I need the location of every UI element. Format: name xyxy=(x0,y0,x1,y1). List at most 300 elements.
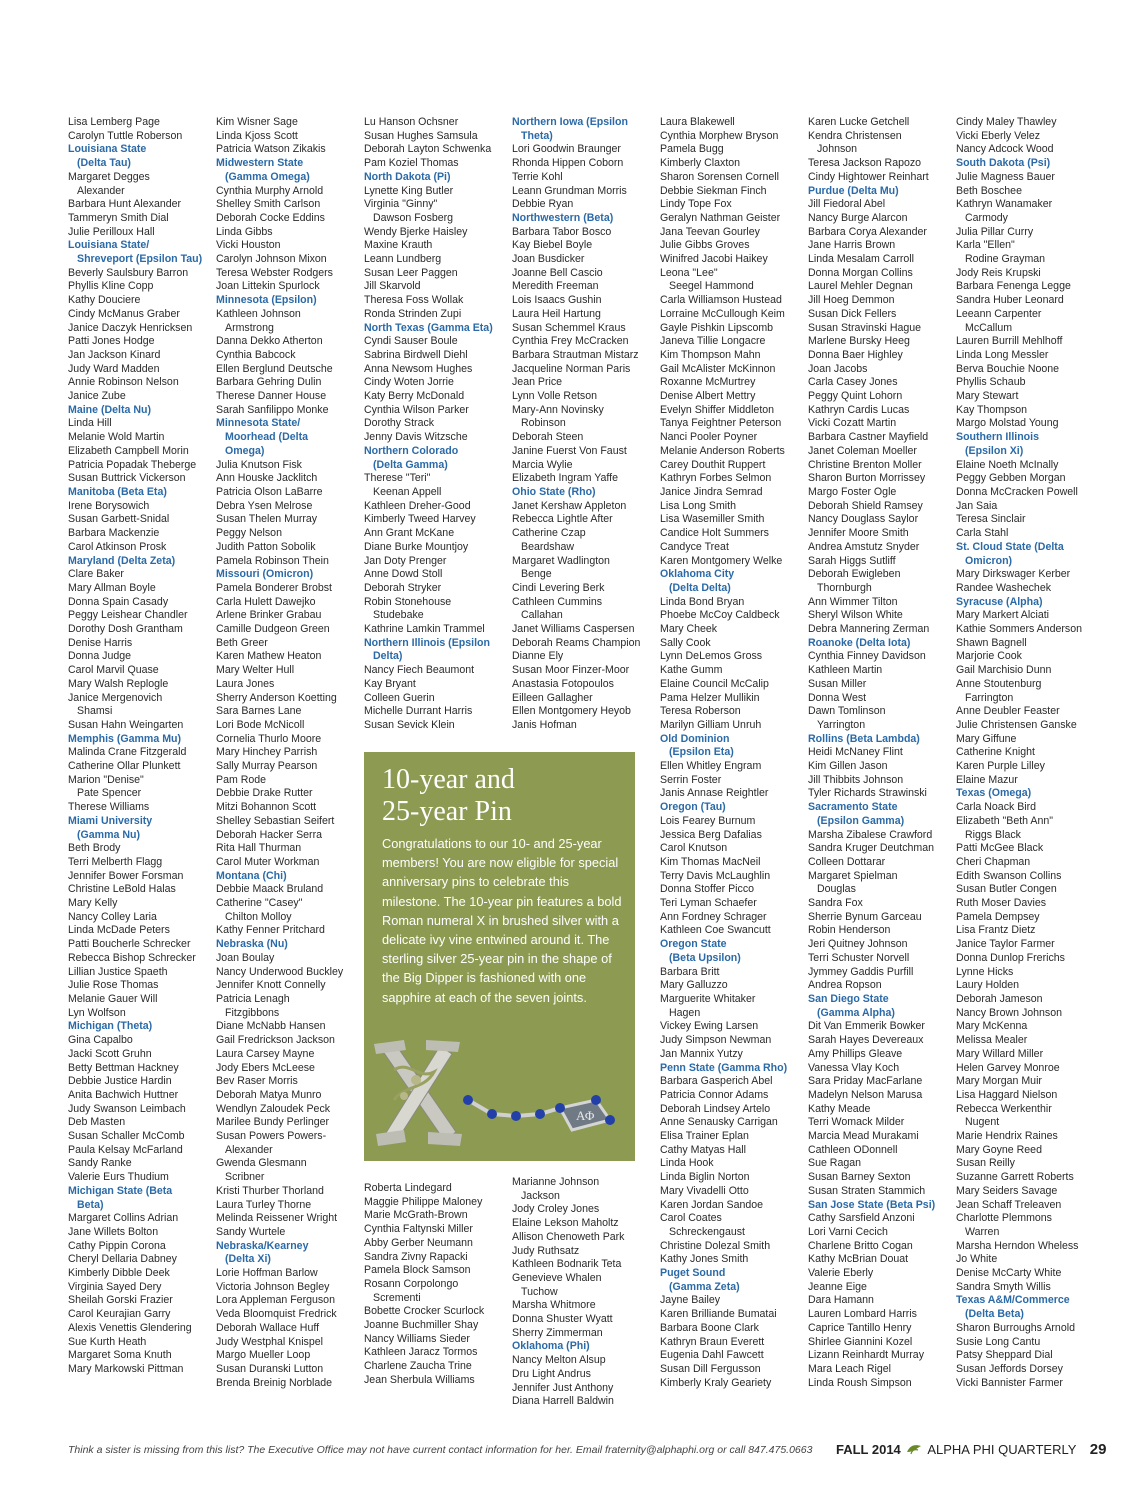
chapter-heading: San Jose State (Beta Psi) xyxy=(808,1198,936,1211)
member-name: Lynette King Butler xyxy=(364,184,454,197)
member-name: Ann Houske Jacklitch xyxy=(216,472,318,485)
member-name: Melissa Mealer xyxy=(956,1034,1028,1047)
member-name: Maxine Krauth xyxy=(364,239,433,252)
member-name: Cornelia Thurlo Moore xyxy=(216,732,322,745)
member-name: Serrin Foster xyxy=(660,773,722,786)
member-name: Janis Hofman xyxy=(512,718,577,731)
chapter-heading: (Epsilon Eta) xyxy=(669,746,734,759)
member-name: Sandra Smyth Willis xyxy=(956,1280,1051,1293)
member-name: Rodine Grayman xyxy=(965,253,1046,266)
member-name: Jeri Quitney Johnson xyxy=(808,938,908,951)
member-name: Cathy Sarsfield Anzoni xyxy=(808,1212,915,1225)
member-name: Gina Capalbo xyxy=(68,1034,133,1047)
member-name: Sharon Sorensen Cornell xyxy=(660,170,779,183)
member-name: Jennifer Just Anthony xyxy=(512,1381,614,1394)
member-name: Malinda Crane Fitzgerald xyxy=(68,746,187,759)
member-name: Janine Fuerst Von Faust xyxy=(512,444,627,457)
member-name: Rosann Corpolongo xyxy=(364,1277,459,1290)
member-name: Rita Hall Thurman xyxy=(216,842,302,855)
member-name: Margaret Spielman xyxy=(808,869,898,882)
member-name: Kathryn Cardis Lucas xyxy=(808,403,910,416)
chapter-heading: Minnesota State/ xyxy=(216,417,301,430)
member-name: Marion "Denise" xyxy=(68,773,144,786)
member-name: Colleen Dottarar xyxy=(808,855,886,868)
member-name: Debra Ysen Melrose xyxy=(216,499,313,512)
member-name: Johnson xyxy=(817,143,858,156)
member-name: Dawson Fosberg xyxy=(373,211,454,224)
member-name: Andrea Amstutz Snyder xyxy=(808,540,920,553)
member-name: Margo Molstad Young xyxy=(956,417,1059,430)
member-name: Dorothy Dosh Grantham xyxy=(68,623,183,636)
member-name: Barbara Castner Mayfield xyxy=(808,431,929,444)
member-name: Susan Dill Fergusson xyxy=(660,1362,761,1375)
member-name: Janis Annase Reightler xyxy=(660,787,769,800)
member-name: Dorothy Strack xyxy=(364,417,435,430)
member-name: Jennifer Knott Connelly xyxy=(216,979,326,992)
member-name: Elaine Council McCalip xyxy=(660,677,769,690)
member-name: Kathy McBrian Douat xyxy=(808,1253,909,1266)
member-name: Catherine Knight xyxy=(956,746,1035,759)
member-name: Sandra Zivny Rapacki xyxy=(364,1250,468,1263)
member-name: Brenda Breinig Norblade xyxy=(216,1376,333,1389)
member-name: Clare Baker xyxy=(68,568,124,581)
member-name: Lauren Burrill Mehlhoff xyxy=(956,335,1063,348)
chapter-heading: (Gamma Omega) xyxy=(225,170,310,183)
member-name: Karen Purple Lilley xyxy=(956,760,1045,773)
member-name: Susan Duranski Lutton xyxy=(216,1362,324,1375)
member-name: Cynthia Wilson Parker xyxy=(364,403,469,416)
member-name: Lisa Frantz Dietz xyxy=(956,924,1036,937)
member-name: Mary McKenna xyxy=(956,1020,1028,1033)
member-name: Vanessa Vlay Koch xyxy=(808,1061,900,1074)
member-name: Jacki Scott Gruhn xyxy=(68,1047,152,1060)
member-name: Deborah Stryker xyxy=(364,581,442,594)
member-name: Beth Brody xyxy=(68,842,121,855)
member-name: Phoebe McCoy Caldbeck xyxy=(660,609,780,622)
member-name: Denise Albert Mettry xyxy=(660,390,756,403)
member-name: Sherry Zimmerman xyxy=(512,1326,603,1339)
member-name: Carla Williamson Hustead xyxy=(660,294,782,307)
member-name: Vicki Cozatt Martin xyxy=(808,417,897,430)
member-name: Virginia Sayed Dery xyxy=(68,1280,162,1293)
chapter-heading: San Diego State xyxy=(808,993,889,1005)
member-name: Debbie Ryan xyxy=(512,198,574,211)
member-name: Beardshaw xyxy=(521,540,574,553)
member-name: Elizabeth Campbell Morin xyxy=(68,444,189,457)
chapter-heading: Maryland (Delta Zeta) xyxy=(68,554,176,567)
member-name: Sandra Huber Leonard xyxy=(956,294,1064,307)
member-name: Carla Casey Jones xyxy=(808,376,898,389)
member-name: Cindy Hightower Reinhart xyxy=(808,170,929,183)
member-name: Janice Daczyk Henricksen xyxy=(68,321,193,334)
member-name: Marsha Zibalese Crawford xyxy=(808,828,933,841)
member-name: Sally Cook xyxy=(660,636,711,649)
chapter-heading: North Dakota (Pi) xyxy=(364,170,451,183)
footer-publication: ALPHA PHI QUARTERLY xyxy=(927,1442,1077,1457)
member-name: Vickey Ewing Larsen xyxy=(660,1020,759,1033)
chapter-heading: Oregon (Tau) xyxy=(660,801,726,814)
member-name: Anne Stoutenburg xyxy=(956,677,1042,690)
member-name: Lillian Justice Spaeth xyxy=(68,965,168,978)
chapter-heading: Puget Sound xyxy=(660,1267,726,1280)
member-name: Patricia Popadak Theberge xyxy=(68,458,197,471)
chapter-heading: Northern Colorado xyxy=(364,444,459,457)
member-name: Alexander xyxy=(225,1143,273,1156)
member-name: Valerie Eberly xyxy=(808,1267,874,1280)
member-name: Shelley Smith Carlson xyxy=(216,198,321,211)
member-name: Jill Fiedoral Abel xyxy=(808,198,886,211)
member-name: Susan Powers Powers- xyxy=(216,1130,327,1143)
member-name: Tyler Richards Strawinski xyxy=(808,787,927,800)
member-name: Jean Sherbula Williams xyxy=(364,1373,475,1386)
member-name: Gayle Pishkin Lipscomb xyxy=(660,321,774,334)
member-name: Jenny Davis Witzsche xyxy=(364,431,468,444)
member-name: Mary Morgan Muir xyxy=(956,1075,1042,1088)
member-name: Carla Noack Bird xyxy=(956,801,1037,814)
member-name: Janeva Tillie Longacre xyxy=(660,335,766,348)
member-name: Barbara Gasperich Abel xyxy=(660,1075,773,1088)
member-name: Maggie Philippe Maloney xyxy=(364,1195,483,1208)
member-name: Elizabeth "Beth Ann" xyxy=(956,814,1054,827)
member-name: Candice Holt Summers xyxy=(660,527,769,540)
member-name: Alexander xyxy=(77,184,125,197)
member-name: Barbara Boone Clark xyxy=(660,1321,759,1334)
member-name: Linda Bond Bryan xyxy=(660,595,745,608)
member-name: Linda Kjoss Scott xyxy=(216,129,298,142)
member-name: Hagen xyxy=(669,1006,701,1019)
member-name: Kathryn Braun Everett xyxy=(660,1335,765,1348)
member-name: Sandra Kruger Deutchman xyxy=(808,842,935,855)
member-name: Patti Jones Hodge xyxy=(68,335,155,348)
column-3 xyxy=(364,116,509,733)
member-name: Ann Grant McKane xyxy=(364,527,455,540)
member-name: Thornburgh xyxy=(817,581,872,594)
member-name: Gail McAlister McKinnon xyxy=(660,362,776,375)
member-name: Mary Cheek xyxy=(660,623,718,636)
member-name: Kim Gillen Jason xyxy=(808,760,888,773)
member-name: Terrie Kohl xyxy=(512,170,563,183)
member-name: Catherine "Casey" xyxy=(216,897,303,910)
member-name: Peggy Nelson xyxy=(216,527,282,540)
member-name: Peggy Gebben Morgan xyxy=(956,472,1066,485)
member-name: Marilyn Gilliam Unruh xyxy=(660,718,762,731)
member-name: Kathryn Wanamaker xyxy=(956,198,1053,211)
member-name: Mary Seiders Savage xyxy=(956,1184,1058,1197)
member-name: Charlene Zaucha Trine xyxy=(364,1360,472,1373)
member-name: Jane Harris Brown xyxy=(808,239,896,252)
member-name: Linda Hook xyxy=(660,1157,714,1170)
member-name: Caprice Tantillo Henry xyxy=(808,1321,912,1334)
member-name: Cathleen ODonnell xyxy=(808,1143,898,1156)
member-name: Camille Dudgeon Green xyxy=(216,623,330,636)
member-name: Kathrine Lamkin Trammel xyxy=(364,623,485,636)
member-name: Donna Stoffer Picco xyxy=(660,883,755,896)
member-name: Pamela Dempsey xyxy=(956,910,1040,923)
member-name: Terri Melberth Flagg xyxy=(68,855,163,868)
member-name: Mary Stewart xyxy=(956,390,1019,403)
member-name: Kendra Christensen xyxy=(808,129,902,142)
member-name: Nancy Douglass Saylor xyxy=(808,513,919,526)
member-name: Donna Morgan Collins xyxy=(808,266,913,279)
member-name: Ellen Berglund Deutsche xyxy=(216,362,333,375)
member-name: Lynne Hicks xyxy=(956,965,1014,978)
x-ivy-pin xyxy=(374,1040,462,1146)
member-name: Sabrina Birdwell Diehl xyxy=(364,348,468,361)
member-name: Donna Dunlop Frerichs xyxy=(956,951,1065,964)
chapter-heading: (Gamma Zeta) xyxy=(669,1280,740,1293)
member-name: Melanie Gauer Will xyxy=(68,993,158,1005)
member-name: Judy Westphal Knispel xyxy=(216,1335,323,1348)
member-name: Pamela Bonderer Brobst xyxy=(216,581,333,594)
member-name: Scribner xyxy=(225,1171,265,1184)
anniversary-pin-box xyxy=(364,752,635,1161)
member-name: Judith Patton Sobolik xyxy=(216,540,316,553)
member-name: Diane McNabb Hansen xyxy=(216,1020,326,1033)
member-name: Gail Fredrickson Jackson xyxy=(216,1034,335,1047)
pin-title-line-1: 10-year and xyxy=(382,764,515,795)
member-name: Phyllis Kline Copp xyxy=(68,280,154,293)
member-name: Kathleen Coe Swancutt xyxy=(660,924,771,937)
member-name: Beth Greer xyxy=(216,636,268,649)
member-name: Mary Kelly xyxy=(68,897,118,910)
member-name: Ronda Strinden Zupi xyxy=(364,307,462,320)
member-name: Shamsi xyxy=(77,705,113,718)
chapter-heading: Minnesota (Epsilon) xyxy=(216,294,317,307)
member-name: Sue Ragan xyxy=(808,1157,862,1170)
column-3-lower xyxy=(364,1182,509,1388)
member-name: Margo Mueller Loop xyxy=(216,1349,311,1362)
member-name: Marie McGrath-Brown xyxy=(364,1209,468,1222)
member-name: Susan Garbett-Snidal xyxy=(68,513,170,526)
member-name: Linda Gibbs xyxy=(216,225,273,238)
member-name: Lyn Wolfson xyxy=(68,1006,126,1019)
member-name: Gwenda Glesmann xyxy=(216,1157,307,1170)
column-4 xyxy=(512,116,657,733)
member-name: Shirlee Giannini Kozel xyxy=(808,1335,913,1348)
member-name: Anita Bachwich Huttner xyxy=(68,1088,179,1101)
member-name: Sharon Burton Morrissey xyxy=(808,472,926,485)
member-name: Margaret Collins Adrian xyxy=(68,1212,179,1225)
member-name: Judy Swanson Leimbach xyxy=(68,1102,186,1115)
member-name: Susan Hughes Samsula xyxy=(364,129,478,142)
member-name: Roxanne McMurtrey xyxy=(660,376,756,389)
member-name: Kimberly Tweed Harvey xyxy=(364,513,476,526)
chapter-heading: Southern Illinois xyxy=(956,431,1039,444)
chapter-heading: Northwestern (Beta) xyxy=(512,211,614,224)
member-name: Carolyn Johnson Mixon xyxy=(216,253,327,266)
member-name: Kathleen Jaracz Tormos xyxy=(364,1346,478,1359)
member-name: Kathy Meade xyxy=(808,1102,871,1115)
member-name: Sue Kurth Heath xyxy=(68,1335,147,1348)
member-name: Julie Gibbs Groves xyxy=(660,239,750,252)
chapter-heading: Midwestern State xyxy=(216,157,304,170)
member-name: Cindi Levering Berk xyxy=(512,581,605,594)
member-name: Scrementi xyxy=(373,1291,421,1304)
member-name: Marlene Bursky Heeg xyxy=(808,335,910,348)
member-name: Rhonda Hippen Coborn xyxy=(512,157,624,170)
member-name: Pam Rode xyxy=(216,773,267,786)
member-name: Cynthia Babcock xyxy=(216,348,296,361)
member-name: Cyndi Sauser Boule xyxy=(364,335,458,348)
member-name: Pate Spencer xyxy=(77,787,142,800)
member-name: Sandy Wurtele xyxy=(216,1225,286,1238)
member-name: Mary Giffune xyxy=(956,732,1017,745)
member-name: Lisa Wasemiller Smith xyxy=(660,513,765,526)
member-name: Patti McGee Black xyxy=(956,842,1044,855)
member-name: Marianne Johnson xyxy=(512,1176,600,1188)
member-name: Barbara Mackenzie xyxy=(68,527,160,540)
member-name: Julia Knutson Fisk xyxy=(216,458,302,471)
chapter-heading: Rollins (Beta Lambda) xyxy=(808,732,920,745)
chapter-heading: Shreveport (Epsilon Tau) xyxy=(77,253,203,266)
member-name: Ann Fordney Schrager xyxy=(660,910,767,923)
member-name: Sherrie Bynum Garceau xyxy=(808,910,922,923)
member-name: Karen Lucke Getchell xyxy=(808,116,910,128)
member-name: Elisa Trainer Eplan xyxy=(660,1130,749,1143)
member-name: Candyce Treat xyxy=(660,540,729,553)
member-name: Donna Baer Highley xyxy=(808,348,903,361)
chapter-heading: (Delta Beta) xyxy=(965,1308,1024,1321)
member-name: Andrea Ropson xyxy=(808,979,882,992)
member-name: Cynthia Morphew Bryson xyxy=(660,129,779,142)
member-name: Seegel Hammond xyxy=(669,280,754,293)
member-name: Mary Allman Boyle xyxy=(68,581,156,594)
member-name: Robinson xyxy=(521,417,566,430)
member-name: Barbara Gehring Dulin xyxy=(216,376,322,389)
member-name: Melanie Anderson Roberts xyxy=(660,444,785,457)
member-name: Carolyn Tuttle Roberson xyxy=(68,129,183,142)
member-name: Elaine Mazur xyxy=(956,773,1018,786)
member-name: Kimberly Dibble Deek xyxy=(68,1267,170,1280)
chapter-heading: Texas (Omega) xyxy=(956,787,1032,800)
member-name: Christine Dolezal Smith xyxy=(660,1239,771,1252)
chapter-heading: Nebraska/Kearney xyxy=(216,1239,309,1252)
member-name: Beth Boschee xyxy=(956,184,1022,197)
member-name: Randee Washechek xyxy=(956,581,1052,594)
member-name: Therese Williams xyxy=(68,801,150,814)
member-name: Linda Roush Simpson xyxy=(808,1376,912,1389)
member-name: Mary Goyne Reed xyxy=(956,1143,1042,1156)
member-name: Deborah Cocke Eddins xyxy=(216,211,325,224)
member-name: Elaine Lekson Maholtz xyxy=(512,1217,619,1230)
member-name: Laura Jones xyxy=(216,677,275,690)
chapter-heading: Nebraska (Nu) xyxy=(216,938,288,951)
member-name: Victoria Johnson Begley xyxy=(216,1280,330,1293)
member-name: Carol Knutson xyxy=(660,842,728,855)
member-name: Sherry Anderson Koetting xyxy=(216,691,337,704)
member-name: Carol Coates xyxy=(660,1212,722,1225)
chapter-heading: Omega) xyxy=(225,444,265,457)
member-name: Terri Schuster Norvell xyxy=(808,951,910,964)
chapter-heading: Theta) xyxy=(521,129,553,142)
member-name: Lori Bode McNicoll xyxy=(216,718,305,731)
member-name: Vicki Houston xyxy=(216,239,281,252)
member-name: Patricia Olson LaBarre xyxy=(216,485,323,498)
member-name: Lois Isaacs Gushin xyxy=(512,294,602,307)
member-name: Abby Gerber Neumann xyxy=(364,1236,473,1249)
member-name: Bobette Crocker Scurlock xyxy=(364,1305,485,1318)
member-name: Theresa Foss Wollak xyxy=(364,294,464,307)
member-name: Kathleen Bodnarik Teta xyxy=(512,1258,622,1271)
member-name: Deborah Shield Ramsey xyxy=(808,499,923,512)
member-name: Dianne Ely xyxy=(512,650,564,663)
member-name: Lois Fearey Burnum xyxy=(660,814,756,827)
member-name: Barbara Hunt Alexander xyxy=(68,198,182,211)
member-name: Sara Barnes Lane xyxy=(216,705,302,718)
member-name: Cheryl Dellaria Dabney xyxy=(68,1253,177,1266)
member-name: Susan Moor Finzer-Moor xyxy=(512,664,630,677)
chapter-heading: Oklahoma (Phi) xyxy=(512,1340,590,1353)
member-name: Cynthia Murphy Arnold xyxy=(216,184,324,197)
member-name: Kay Biebel Boyle xyxy=(512,239,593,252)
member-name: Mary Dirkswager Kerber xyxy=(956,568,1071,581)
member-name: Amy Phillips Gleave xyxy=(808,1047,903,1060)
member-name: Eilleen Gallagher xyxy=(512,691,593,704)
chapter-heading: Moorhead (Delta xyxy=(225,431,308,444)
member-name: Jeanne Eige xyxy=(808,1280,867,1293)
member-name: Nancy Colley Laria xyxy=(68,910,157,923)
member-name: Lisa Lemberg Page xyxy=(68,116,160,128)
member-name: Tuchow xyxy=(521,1285,558,1298)
member-name: Wendy Bjerke Haisley xyxy=(364,225,468,238)
member-name: Cindy Maley Thawley xyxy=(956,116,1057,128)
member-name: Cynthia Frey McCracken xyxy=(512,335,629,348)
member-name: Melinda Reissener Wright xyxy=(216,1212,338,1225)
member-name: Deborah Steen xyxy=(512,431,584,444)
member-name: Pamela Bugg xyxy=(660,143,724,156)
member-name: Tanya Feightner Peterson xyxy=(660,417,782,430)
member-name: Douglas xyxy=(817,883,856,896)
member-name: Barbara Fenenga Legge xyxy=(956,280,1071,293)
member-name: Eugenia Dahl Fawcett xyxy=(660,1349,764,1362)
member-name: Vicki Bannister Farmer xyxy=(956,1376,1063,1389)
chapter-heading: Montana (Chi) xyxy=(216,869,287,882)
column-4-lower xyxy=(512,1176,657,1409)
member-name: Cynthia Faltynski Miller xyxy=(364,1223,473,1236)
member-name: Nancy Adcock Wood xyxy=(956,143,1054,156)
member-name: Judy Ward Madden xyxy=(68,362,160,375)
member-name: Catherine Czap xyxy=(512,527,586,540)
member-name: Jill Skarvold xyxy=(364,280,421,293)
member-name: Kay Bryant xyxy=(364,677,416,690)
member-name: Michelle Durrant Harris xyxy=(364,705,473,718)
member-name: Marsha Whitmore xyxy=(512,1299,596,1312)
chapter-heading: Missouri (Omicron) xyxy=(216,568,314,581)
chapter-heading: (Delta Xi) xyxy=(225,1253,271,1266)
column-5 xyxy=(660,116,805,1390)
member-name: Julie Magness Bauer xyxy=(956,170,1055,183)
member-name: Susan Hahn Weingarten xyxy=(68,718,184,731)
member-name: Patti Boucherle Schrecker xyxy=(68,938,191,951)
member-name: Heidi McNaney Flint xyxy=(808,746,903,759)
chapter-heading: Sacramento State xyxy=(808,801,898,814)
member-name: Nugent xyxy=(965,1116,1000,1129)
member-name: Cindy McManus Graber xyxy=(68,307,180,320)
member-name: Janet Coleman Moeller xyxy=(808,444,917,457)
member-name: Kay Thompson xyxy=(956,403,1028,416)
member-name: Evelyn Shiffer Middleton xyxy=(660,403,775,416)
member-name: Winifred Jacobi Haikey xyxy=(660,253,768,266)
member-name: Barbara Britt xyxy=(660,965,720,978)
member-name: Denise Harris xyxy=(68,636,133,649)
member-name: Debbie Siekman Finch xyxy=(660,184,767,197)
member-name: Charlotte Plemmons xyxy=(956,1212,1052,1225)
member-name: Debra Mannering Zerman xyxy=(808,623,930,636)
member-name: Wendlyn Zaloudek Peck xyxy=(216,1102,331,1115)
member-name: Lisa Long Smith xyxy=(660,499,736,512)
member-name: Anastasia Fotopoulos xyxy=(512,677,614,690)
member-name: Donna West xyxy=(808,691,867,704)
